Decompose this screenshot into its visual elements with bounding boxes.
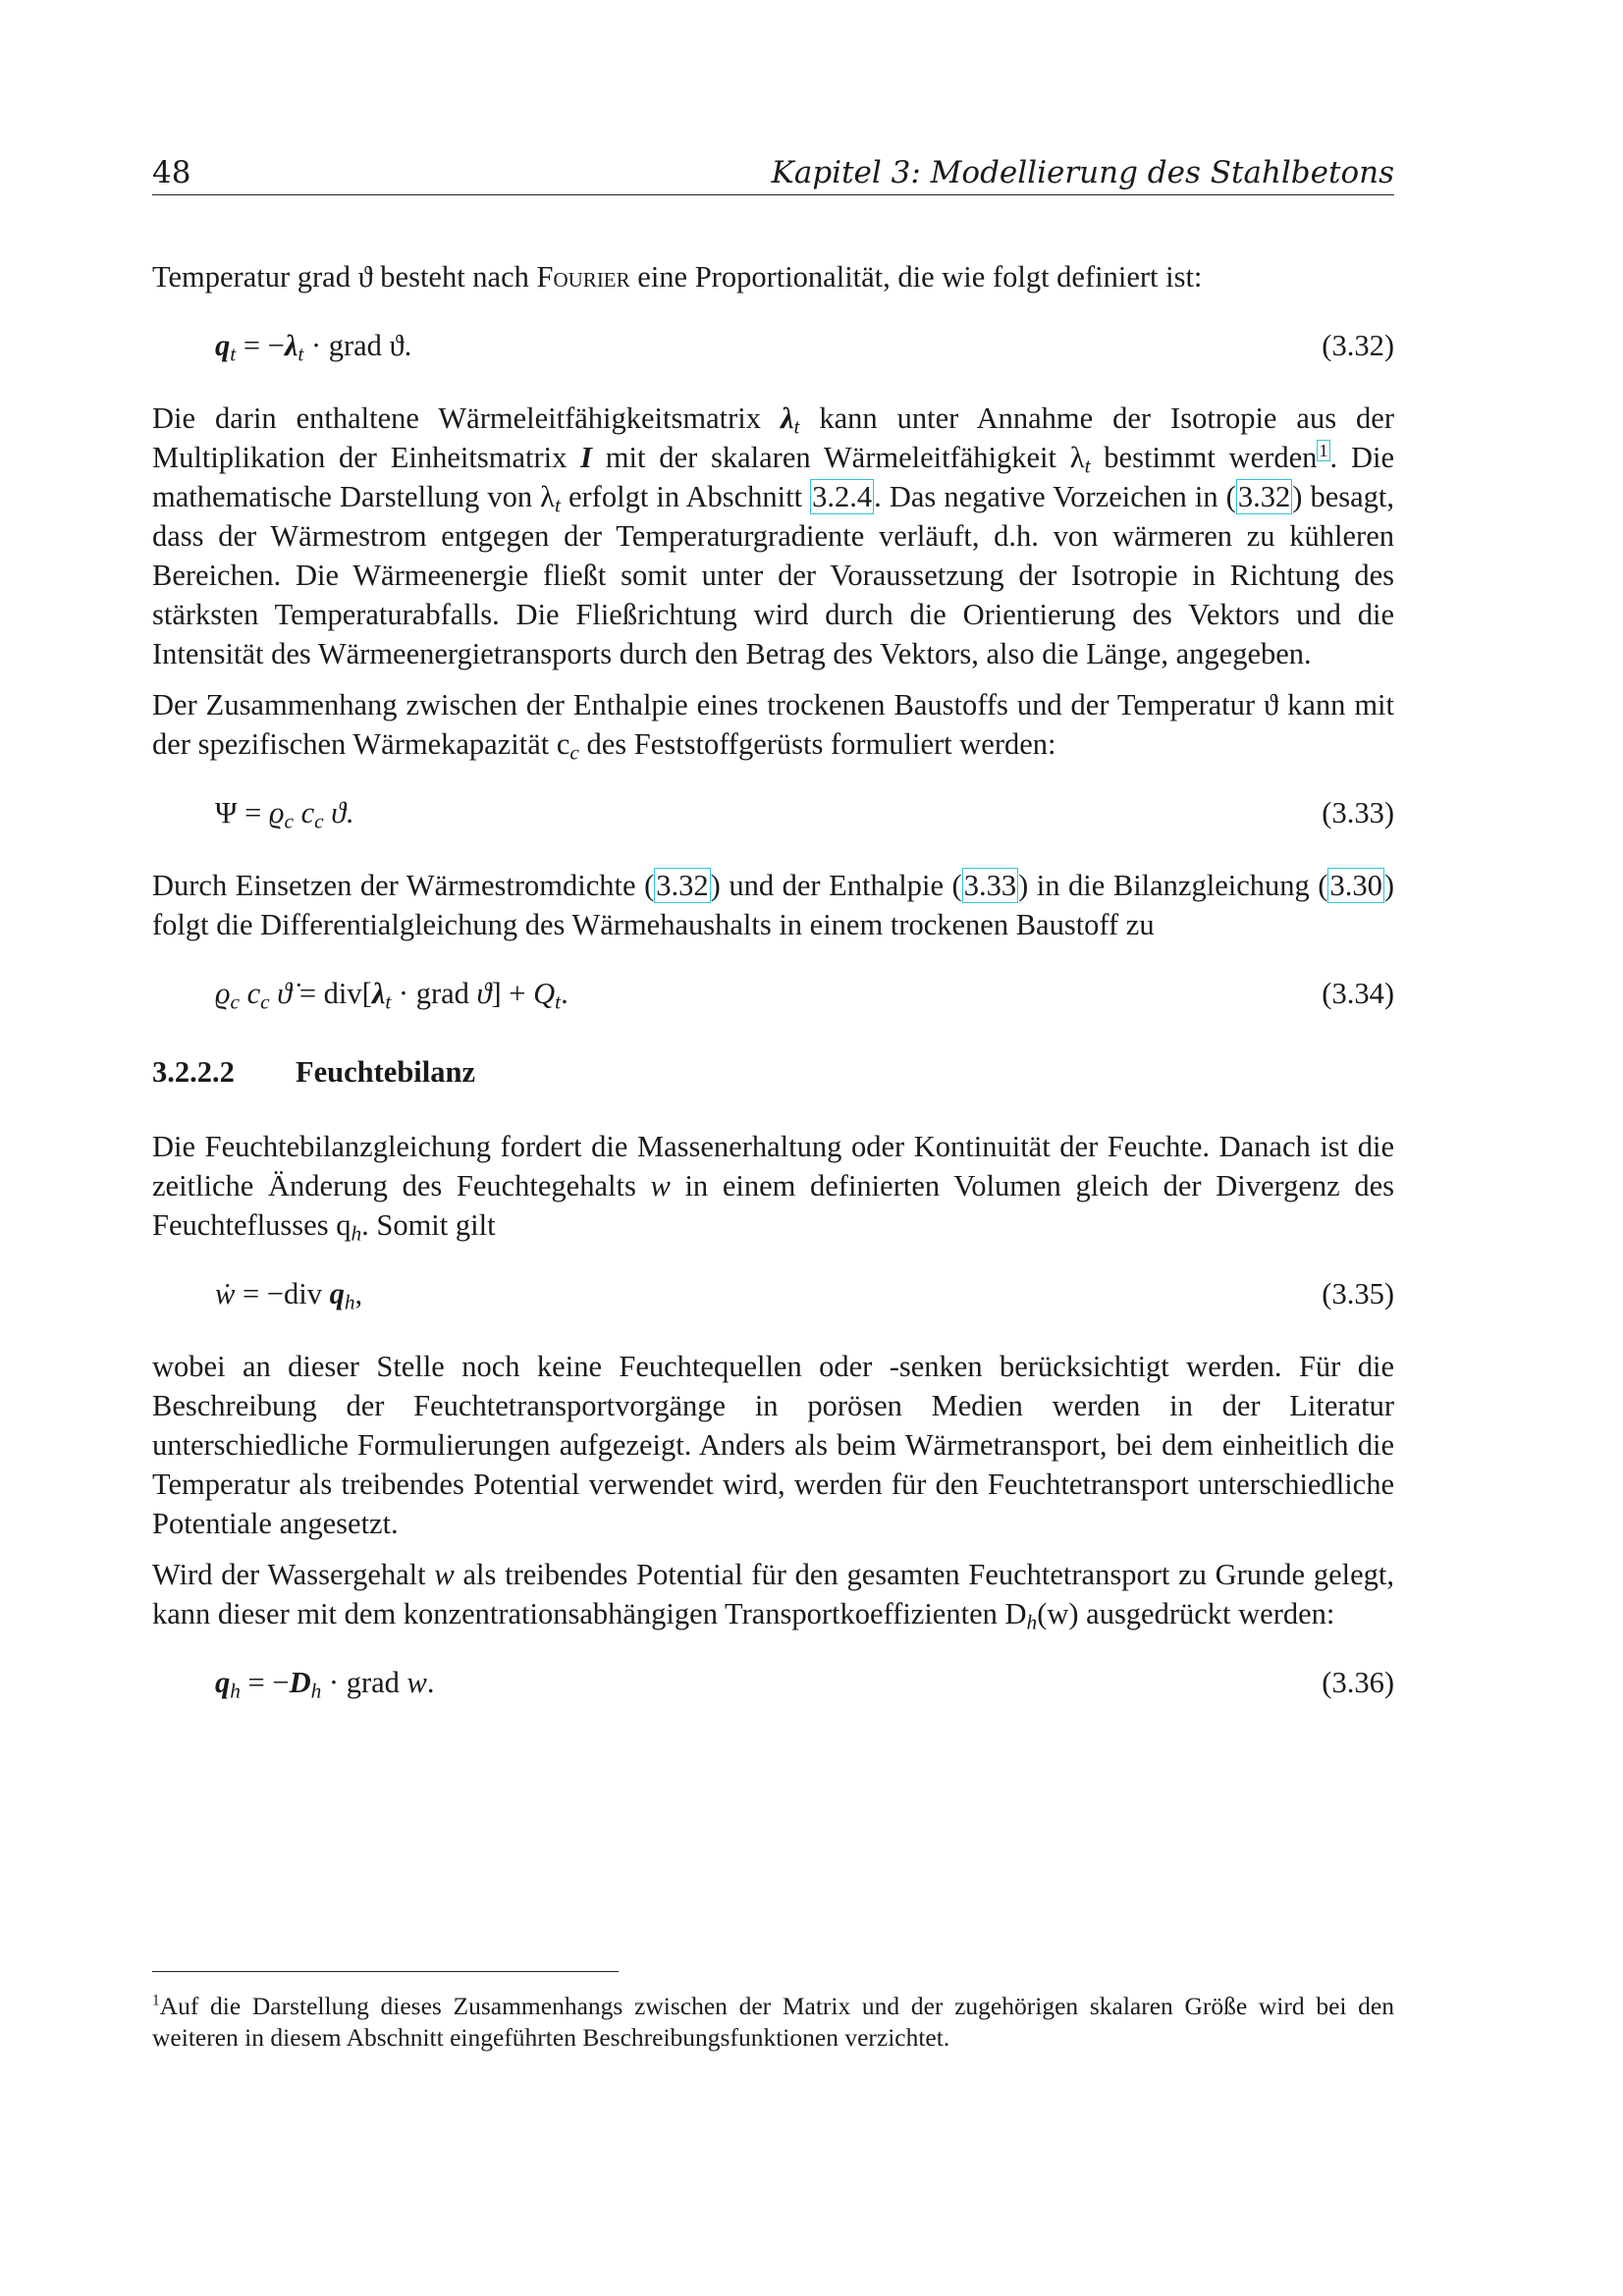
footnote-divider (152, 1971, 619, 1972)
equation-expression: $\Psi = ϱ_c$ $c_c$ ϑ. (215, 796, 353, 833)
section-number: 3.2.2.2 (152, 1055, 235, 1089)
equation-link-3-30[interactable]: 3.30 (1329, 869, 1382, 902)
footnote-link[interactable]: 1 (1319, 440, 1328, 460)
paragraph: Der Zusammenhang zwischen der Enthalpie eines trockenen Baustoffs und der Temperatur ϑ kann mit der spezifischen Wärmekapazität $c_c$ des Feststoffgerüsts formuliert werden: (152, 688, 1394, 765)
paragraph: Temperatur grad ϑ besteht nach Fourier eine Proportionalität, die wie folgt definiert ist: (152, 260, 1203, 294)
equation-expression: $q_h = -D_h$ · grad w. (215, 1666, 435, 1703)
paragraph: Die darin enthaltene Wärmeleitfähigkeitsmatrix $\lambda_t$ kann unter Annahme der Isotropie aus der Multiplikation der Einheitsmatrix I mit der skalaren Wärmeleitfähigkeit $\lambda_t$ bestimmt werden $^1$. Die mathematische Darstellung von $\lambda_t$ erfolgt in Abschnitt 3.2.4. Das negative Vorzeichen in (3.32) besagt, dass der Wärmestrom entgegen der Temperaturgradiente verläuft, d.h. von wärmeren zu kühleren Bereichen. Die Wärmeenergie fließt somit unter der Voraussetzung der Isotropie in Richtung des stärksten Temperaturabfalls. Die Fließrichtung wird durch die Orientierung des Vektors und die Intensität des Wärmeenergietransports durch den Betrag des Vektors, also die Länge, angegeben. (152, 401, 1395, 670)
equation-expression: $q_t = -\lambda_t$ · grad ϑ. (215, 329, 412, 366)
main-text (152, 257, 1394, 1735)
section-title: Feuchtebilanz (296, 1055, 475, 1089)
equation-link-3-33[interactable]: 3.33 (963, 869, 1017, 902)
page-number: 48 (152, 155, 191, 190)
section-link-3-2-4[interactable]: 3.2.4 (812, 480, 873, 513)
equation-3-33 (152, 793, 1394, 832)
footnote-mark: 1 (152, 1992, 160, 2009)
running-header (152, 155, 1394, 195)
equation-link-3-32[interactable]: 3.32 (1237, 480, 1291, 513)
name-fourier: Fourier (536, 260, 630, 294)
equation-3-35 (152, 1274, 1394, 1313)
section-heading (152, 1052, 1394, 1092)
equation-number: (3.33) (1322, 796, 1394, 829)
equation-expression: ẇ = −div $q_h$, (215, 1277, 363, 1314)
equation-number: (3.36) (1322, 1666, 1394, 1699)
equation-3-32 (152, 326, 1394, 365)
paragraph: Wird der Wassergehalt w als treibendes Potential für den gesamten Feuchtetransport zu Grunde gelegt, kann dieser mit dem konzentrationsabhängigen Transportkoeffizienten $D_h(w)$ ausgedrückt werden: (152, 1558, 1394, 1634)
equation-number: (3.35) (1322, 1277, 1394, 1310)
footnote-text: Auf die Darstellung dieses Zusammenhangs zwischen der Matrix und der zugehörigen skalaren Größe wird bei den weiteren in diesem Abschnitt eingeführten Beschreibungsfunktionen verzichtet. (152, 1992, 1394, 2052)
paragraph: Durch Einsetzen der Wärmestromdichte (3.32) und der Enthalpie (3.33) in die Bilanzgleichung (3.30) folgt die Differentialgleichung des Wärmehaushalts in einem trockenen Baustoff zu (152, 869, 1394, 941)
equation-3-34 (152, 974, 1394, 1013)
chapter-title: Kapitel 3: Modellierung des Stahlbetons (771, 155, 1394, 190)
paragraph: wobei an dieser Stelle noch keine Feuchtequellen oder -senken berücksichtigt werden. Für die Beschreibung der Feuchtetransportvorgänge in porösen Medien werden in der Literatur unterschiedliche Formulierungen aufgezeigt. Anders als beim Wärmetransport, bei dem einheitlich die Temperatur als treibendes Potential verwendet wird, werden für den Feuchtetransport unterschiedliche Potentiale angesetzt. (152, 1350, 1394, 1540)
equation-expression: $ϱ_c$ $c_c$ ϑ̇ = $div[\lambda_t$ · grad $ϑ] + Q_t$. (215, 977, 568, 1014)
equation-number: (3.32) (1322, 329, 1394, 362)
equation-3-36 (152, 1663, 1394, 1702)
equation-number: (3.34) (1322, 977, 1394, 1010)
equation-link-3-32[interactable]: 3.32 (656, 869, 709, 902)
footnote (152, 1991, 1394, 2054)
paragraph: Die Feuchtebilanzgleichung fordert die Massenerhaltung oder Kontinuität der Feuchte. Danach ist die zeitliche Änderung des Feuchtegehalts w in einem definierten Volumen gleich der Divergenz des Feuchteflusses $q_h$. Somit gilt (152, 1130, 1394, 1246)
